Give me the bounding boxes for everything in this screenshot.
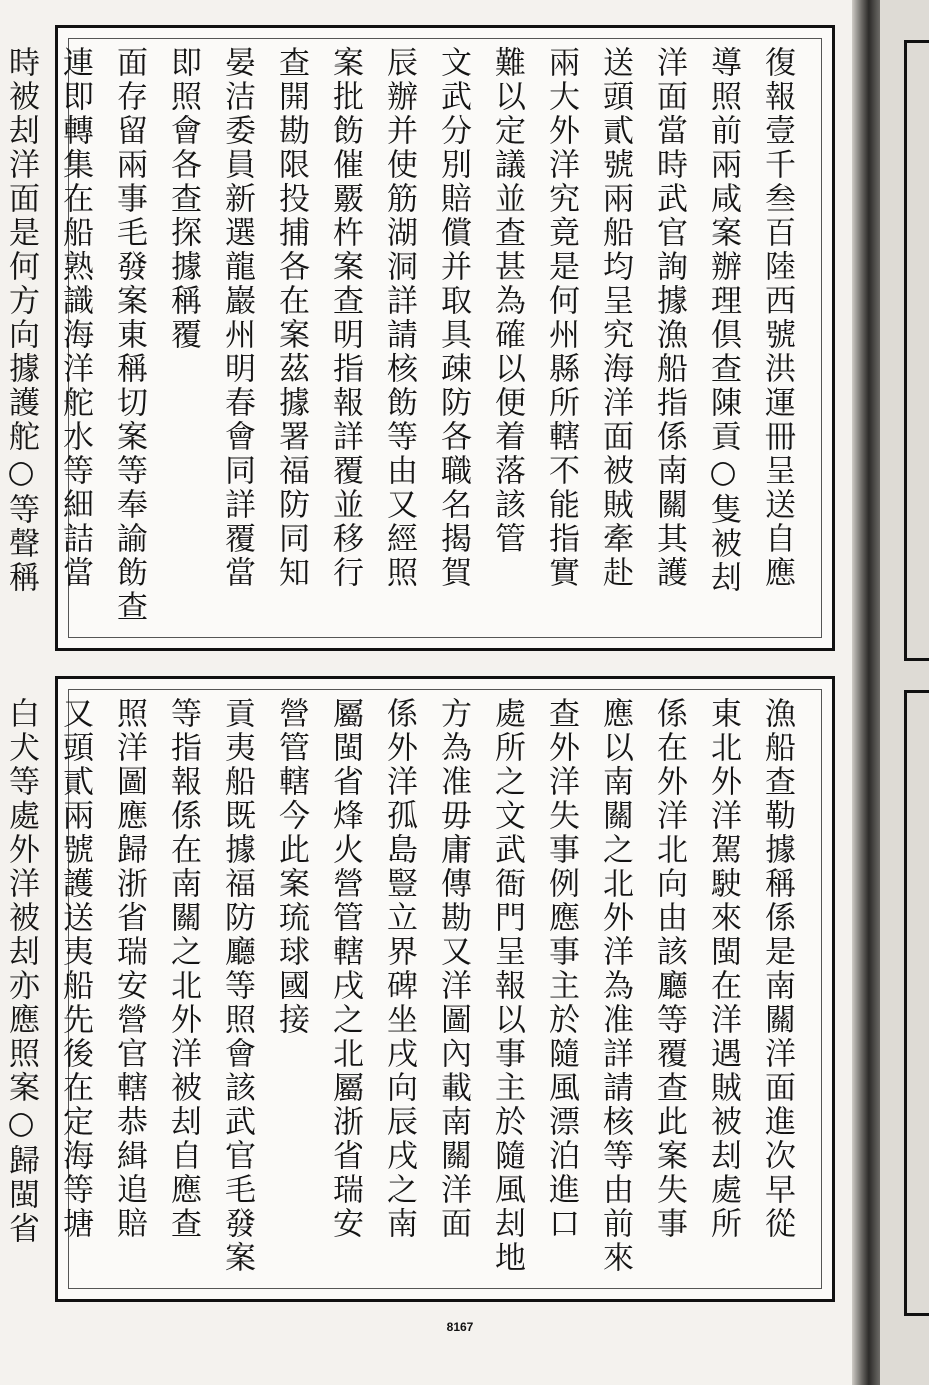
book-binding-gutter (852, 0, 880, 1385)
text-column: 查開勘限投捕各在案茲據署福防同知 (273, 46, 309, 590)
text-column: 連即轉集在船熟識海洋舵水等細詰當 (57, 46, 93, 590)
text-column: 晏洁委員新選龍巖州明春會同詳覆當 (219, 46, 255, 590)
text-column: 係在外洋北向由該廳等覆查此案失事 (651, 697, 687, 1241)
lower-text-columns (3, 697, 804, 1281)
text-column: 又頭貳兩號護送夷船先後在定海等塘 (57, 697, 93, 1241)
text-column: 照洋圖應歸浙省瑞安營官轄恭緝追賠 (111, 697, 147, 1241)
text-column: 辰辦并使筋湖洞詳請核飭等由又經照 (381, 46, 417, 590)
text-column: 導照前兩咸案辦理倶查陳貢○隻被刦 (705, 46, 741, 595)
text-column: 送頭貳號兩船均呈究海洋面被賊牽赴 (597, 46, 633, 590)
upper-text-columns (3, 46, 804, 630)
text-column: 應以南關之北外洋為准詳請核等由前來 (597, 697, 633, 1275)
text-column: 洋面當時武官詢據漁船指係南關其護 (651, 46, 687, 590)
page-number: 8167 (446, 1320, 474, 1334)
text-column: 係外洋孤島豎立界碑坐戌向辰戌之南 (381, 697, 417, 1241)
adjacent-page-frame-lower (904, 690, 929, 1316)
text-column: 時被刦洋面是何方向據護舵○等聲稱 (3, 46, 39, 595)
text-column: 查外洋失事例應事主於隨風漂泊進口 (543, 697, 579, 1241)
text-column: 漁船查勒據稱係是南關洋面進次早從 (759, 697, 795, 1241)
text-column: 方為准毋庸傳勘又洋圖內載南關洋面 (435, 697, 471, 1241)
text-column: 等指報係在南關之北外洋被刦自應查 (165, 697, 201, 1241)
text-column: 面存留兩事毛發案東稱切案等奉諭飭查 (111, 46, 147, 624)
text-column: 難以定議並查甚為確以便着落該管 (489, 46, 525, 556)
text-column: 營管轄今此案琉球國接 (273, 697, 309, 1037)
text-column: 即照會各查探據稱覆 (165, 46, 201, 352)
text-column: 貢夷船既據福防廳等照會該武官毛發案 (219, 697, 255, 1275)
text-column: 東北外洋駕駛來閩在洋遇賊被刦處所 (705, 697, 741, 1241)
text-column: 處所之文武衙門呈報以事主於隨風刦地 (489, 697, 525, 1275)
upper-manuscript-panel (3, 25, 835, 651)
text-column: 白犬等處外洋被刦亦應照案○歸閩省 (3, 697, 39, 1246)
text-column: 案批飭催覈杵案查明指報詳覆並移行 (327, 46, 363, 590)
adjacent-page-frame-upper (904, 40, 929, 661)
text-column: 兩大外洋究竟是何州縣所轄不能指實 (543, 46, 579, 590)
text-column: 文武分別賠償并取具疎防各職名揭賀 (435, 46, 471, 590)
lower-manuscript-panel (3, 676, 835, 1302)
text-column: 復報壹千叁百陸西號洪運冊呈送自應 (759, 46, 795, 590)
text-column: 屬閩省烽火營管轄戌之北屬浙省瑞安 (327, 697, 363, 1241)
